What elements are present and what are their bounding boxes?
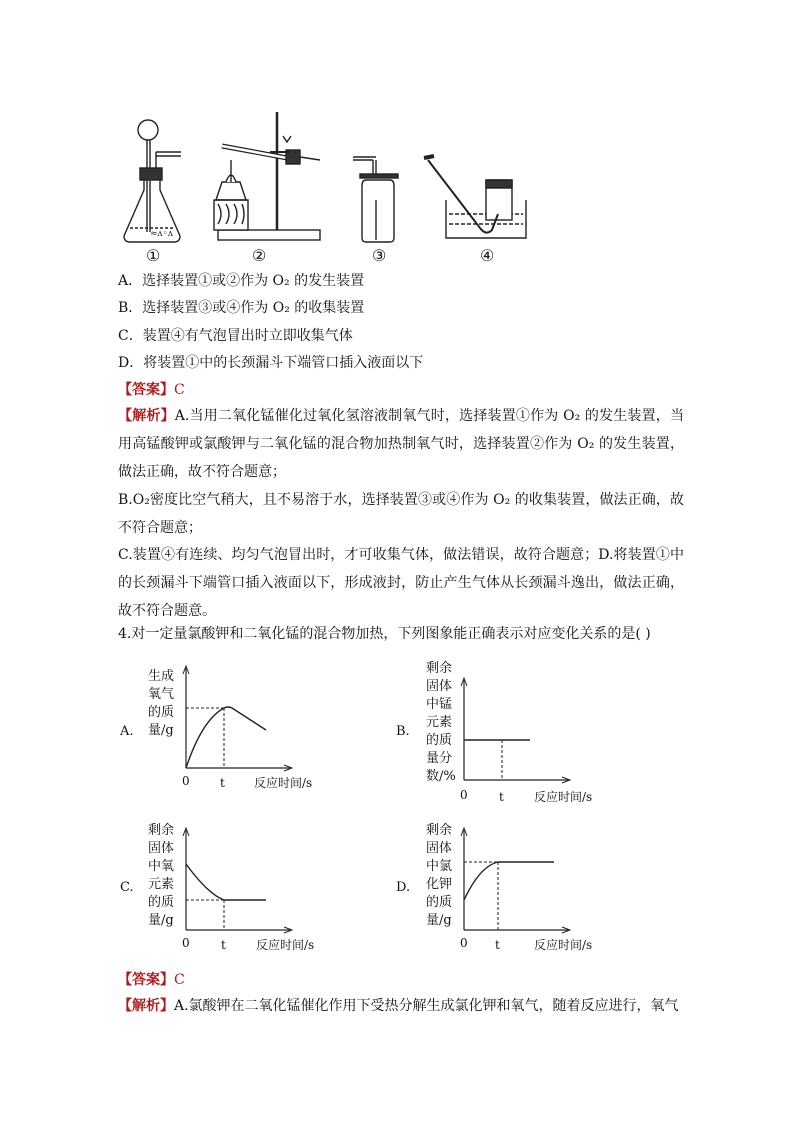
q3-analysis — [118, 402, 684, 486]
apparatus-3-jar — [353, 157, 398, 242]
apparatus-label-4: ④ — [480, 246, 495, 265]
graph-d-curve — [464, 862, 554, 900]
graph-c-t: t — [221, 938, 226, 952]
graph-d — [458, 822, 578, 932]
graph-b-ylabel: 剩余固体中锰元素的质量分数/% — [426, 661, 456, 784]
q3-analysis-cd-block — [118, 541, 684, 625]
q3-answer-tag: 【答案】 — [118, 382, 174, 398]
graph-c-origin: 0 — [182, 936, 190, 950]
q3-option-b: B．选择装置③或④作为 O₂ 的收集装置 — [118, 300, 365, 316]
q4-answer-value: C — [174, 972, 185, 988]
graph-c — [180, 822, 300, 932]
q3-analysis-b-block — [118, 486, 684, 542]
apparatus-2-stand — [214, 112, 320, 240]
graph-c-curve — [186, 864, 266, 900]
graph-a-origin: 0 — [182, 774, 190, 788]
graph-d-ylabel: 剩余固体中氯化钾的质量/g — [426, 823, 453, 928]
graph-d-origin: 0 — [460, 936, 468, 950]
graph-b-xlabel: 反应时间/s — [534, 790, 593, 804]
graph-d-key: D. — [396, 880, 411, 895]
graph-c-ylabel: 剩余固体中氧元素的质量/g — [148, 823, 175, 928]
graph-a-key: A. — [120, 724, 134, 739]
q3-option-d: D．将装置①中的长颈漏斗下端管口插入液面以下 — [118, 355, 424, 371]
apparatus-4-trough — [424, 156, 526, 238]
graph-a-xlabel: 反应时间/s — [254, 776, 313, 790]
graph-c-xlabel: 反应时间/s — [256, 938, 315, 952]
q3-analysis-a: A.当用二氧化锰催化过氧化氢溶液制氧气时，选择装置①作为 O₂ 的发生装置，当用高锰酸钾或氯酸钾与二氧化锰的混合物加热制氧气时，选择装置②作为 O₂ 的发生装置，做法正确，故不符合题意； — [118, 408, 684, 480]
q3-answer-value: C — [174, 382, 185, 398]
graph-d-t: t — [495, 938, 500, 952]
graph-d-xlabel: 反应时间/s — [534, 938, 593, 952]
q4-analysis-a: A.氯酸钾在二氧化锰催化作用下受热分解生成氯化钾和氧气，随着反应进行，氧气 — [174, 998, 679, 1014]
graph-b-origin: 0 — [460, 788, 468, 802]
q4-answer-tag: 【答案】 — [118, 972, 174, 988]
q4-stem: 4.对一定量氯酸钾和二氧化锰的混合物加热，下列图象能正确表示对应变化关系的是( ) — [118, 626, 651, 642]
q3-analysis-tag: 【解析】 — [118, 408, 175, 424]
q4-answer — [118, 970, 185, 990]
graph-b-t: t — [499, 790, 504, 804]
q4-analysis — [118, 992, 684, 1020]
q3-analysis-b: B.O₂密度比空气稍大，且不易溶于水，选择装置③或④作为 O₂ 的收集装置，做法正确，故不符合题意； — [118, 492, 684, 536]
graph-a-t: t — [220, 776, 225, 790]
q3-analysis-cd: C.装置④有连续、均匀气泡冒出时，才可收集气体，做法错误，故符合题意；D.将装置①中的长颈漏斗下端管口插入液面以下，形成液封，防止产生气体从长颈漏斗逸出，做法正确，故不符合题意。 — [118, 547, 684, 619]
graph-a-curve — [186, 707, 266, 768]
apparatus-label-1: ① — [146, 246, 161, 265]
apparatus-1-flask — [124, 120, 181, 242]
graph-c-key: C. — [120, 880, 134, 895]
apparatus-label-3: ③ — [372, 246, 387, 265]
apparatus-figure — [0, 0, 794, 270]
q3-answer — [118, 380, 185, 400]
graph-b — [458, 672, 578, 782]
apparatus-label-2: ② — [252, 246, 267, 265]
q3-option-a: A．选择装置①或②作为 O₂ 的发生装置 — [118, 273, 365, 289]
graph-b-key: B. — [396, 724, 410, 739]
graph-a-ylabel: 生成氧气的质量/g — [148, 669, 175, 738]
q4-analysis-tag: 【解析】 — [118, 998, 174, 1014]
svg-text:≈ʌ◦ʌ: ≈ʌ◦ʌ — [150, 229, 174, 239]
graph-a — [180, 660, 300, 770]
q3-option-c: C．装置④有气泡冒出时立即收集气体 — [118, 328, 353, 344]
